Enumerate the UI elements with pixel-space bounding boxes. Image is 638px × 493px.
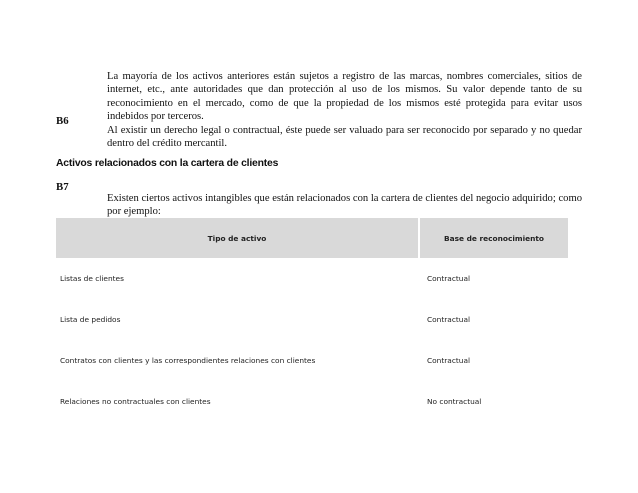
asset-table (56, 218, 568, 422)
asset-type-cell: Relaciones no contractuales con clientes (60, 397, 211, 406)
intro-paragraph: La mayoría de los activos anteriores están sujetos a registro de las marcas, nombres comerciales, sitios de internet, etc., ante autoridades que dan protección al uso de los mismos. Su valor depende tanto de su reconocimiento en el mercado, como de que la propiedad de los mismos esté protegida para evitar usos indebidos por terceros. (107, 71, 582, 122)
asset-type-cell: Listas de clientes (60, 274, 124, 283)
b6-paragraph: Al existir un derecho legal o contractual, éste puede ser valuado para ser reconocido por separado y no quedar dentro del crédito mercantil. (107, 125, 582, 150)
table-row (56, 299, 568, 340)
recognition-basis-cell: Contractual (427, 274, 471, 283)
recognition-basis-cell: Contractual (427, 315, 471, 324)
recognition-basis-cell: No contractual (427, 397, 482, 406)
asset-type-cell: Lista de pedidos (60, 315, 121, 324)
table-row (56, 258, 568, 299)
asset-type-cell: Contratos con clientes y las correspondientes relaciones con clientes (60, 356, 316, 365)
b6-code: B6 (56, 115, 69, 127)
b7-code: B7 (56, 181, 69, 193)
table-header-row (56, 218, 568, 258)
header-recognition-basis: Base de reconocimiento (419, 218, 568, 258)
recognition-basis-cell: Contractual (427, 356, 471, 365)
b7-paragraph: Existen ciertos activos intangibles que están relacionados con la cartera de clientes del negocio adquirido; como por ejemplo: (107, 193, 582, 218)
table-row (56, 381, 568, 422)
header-asset-type: Tipo de activo (56, 218, 419, 258)
table-row (56, 340, 568, 381)
section-heading: Activos relacionados con la cartera de clientes (56, 158, 279, 169)
